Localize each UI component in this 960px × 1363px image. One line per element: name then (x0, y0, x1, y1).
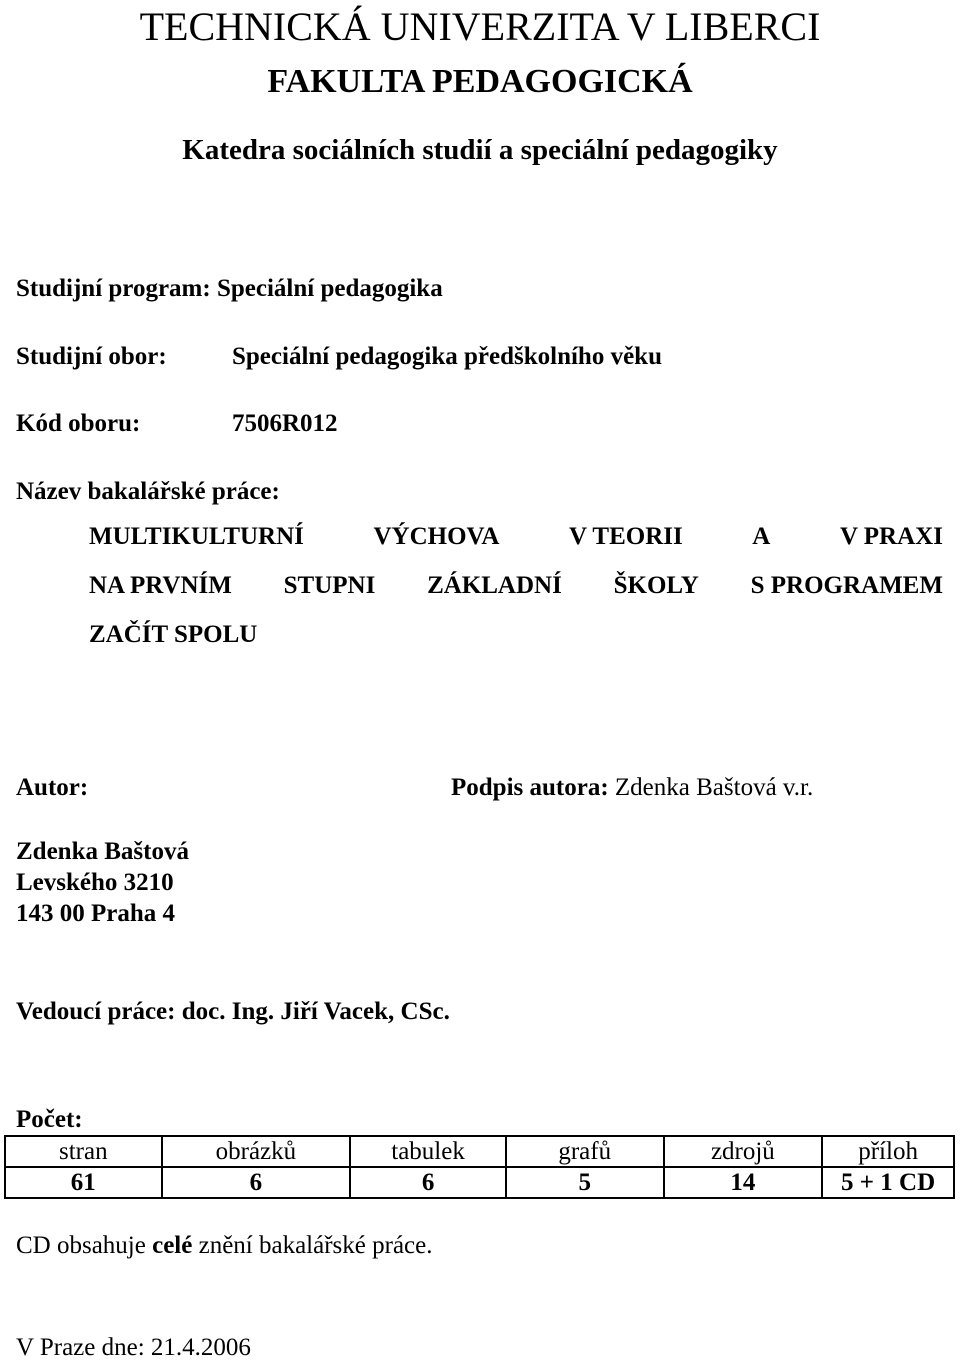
cd-note-suffix: znění bakalářské práce. (192, 1232, 433, 1259)
signature-row (451, 773, 813, 803)
title-word: ZÁKLADNÍ (427, 572, 562, 599)
header-cell: grafů (506, 1136, 664, 1167)
field-value: Speciální pedagogika předškolního věku (232, 343, 662, 370)
header-cell: příloh (822, 1136, 954, 1167)
title-word: ŠKOLY (613, 572, 699, 599)
signature-label: Podpis autora: (451, 774, 609, 801)
counts-table (4, 1135, 955, 1199)
value-cell: 61 (5, 1167, 162, 1198)
title-word: NA PRVNÍM (89, 572, 232, 599)
department-name: Katedra sociálních studií a speciální pedagogiky (182, 134, 778, 166)
thesis-title-line-3: ZAČÍT SPOLU (89, 621, 258, 648)
counts-label: Počet: (16, 1106, 83, 1133)
author-address (16, 836, 189, 929)
title-word: V TEORII (569, 523, 683, 550)
title-word: V PRAXI (839, 523, 943, 550)
supervisor-row (16, 997, 450, 1027)
thesis-label: Název bakalářské práce: (16, 478, 280, 505)
header-cell: obrázků (162, 1136, 351, 1167)
faculty-name: FAKULTA PEDAGOGICKÁ (267, 63, 693, 100)
title-word: A (752, 523, 771, 550)
code-value: 7506R012 (232, 410, 338, 437)
value-cell: 6 (162, 1167, 351, 1198)
title-word: VÝCHOVA (373, 523, 500, 550)
title-word: STUPNI (283, 572, 376, 599)
value-cell: 6 (350, 1167, 506, 1198)
program-label: Studijní program: (16, 275, 211, 302)
value-cell: 5 (506, 1167, 664, 1198)
author-city: 143 00 Praha 4 (16, 900, 176, 927)
counts-value-row (5, 1167, 954, 1198)
value-cell: 5 + 1 CD (822, 1167, 954, 1198)
header-cell: stran (5, 1136, 162, 1167)
counts-header-row (5, 1136, 954, 1167)
cd-note-prefix: CD obsahuje (16, 1232, 153, 1259)
code-label: Kód oboru: (16, 410, 141, 437)
author-label: Autor: (16, 774, 89, 801)
supervisor-label: Vedoucí práce: (16, 998, 176, 1025)
header-cell: tabulek (350, 1136, 506, 1167)
author-name: Zdenka Baštová (16, 838, 189, 865)
signature-value: Zdenka Baštová v.r. (614, 774, 814, 801)
title-word: MULTIKULTURNÍ (89, 523, 304, 550)
supervisor-value: doc. Ing. Jiří Vacek, CSc. (181, 998, 450, 1025)
value-cell: 14 (664, 1167, 823, 1198)
field-label: Studijní obor: (16, 343, 167, 370)
header-cell: zdrojů (664, 1136, 823, 1167)
title-word: S PROGRAMEM (750, 572, 943, 599)
cd-note (16, 1231, 432, 1261)
thesis-title-line-1 (89, 522, 943, 552)
footer-date: V Praze dne: 21.4.2006 (16, 1334, 251, 1361)
university-name: TECHNICKÁ UNIVERZITA V LIBERCI (139, 4, 821, 49)
author-street: Levského 3210 (16, 869, 174, 896)
program-row (16, 274, 443, 304)
thesis-title-line-2 (89, 571, 943, 601)
cd-note-emphasis: celé (152, 1232, 193, 1259)
program-value: Speciální pedagogika (216, 275, 443, 302)
